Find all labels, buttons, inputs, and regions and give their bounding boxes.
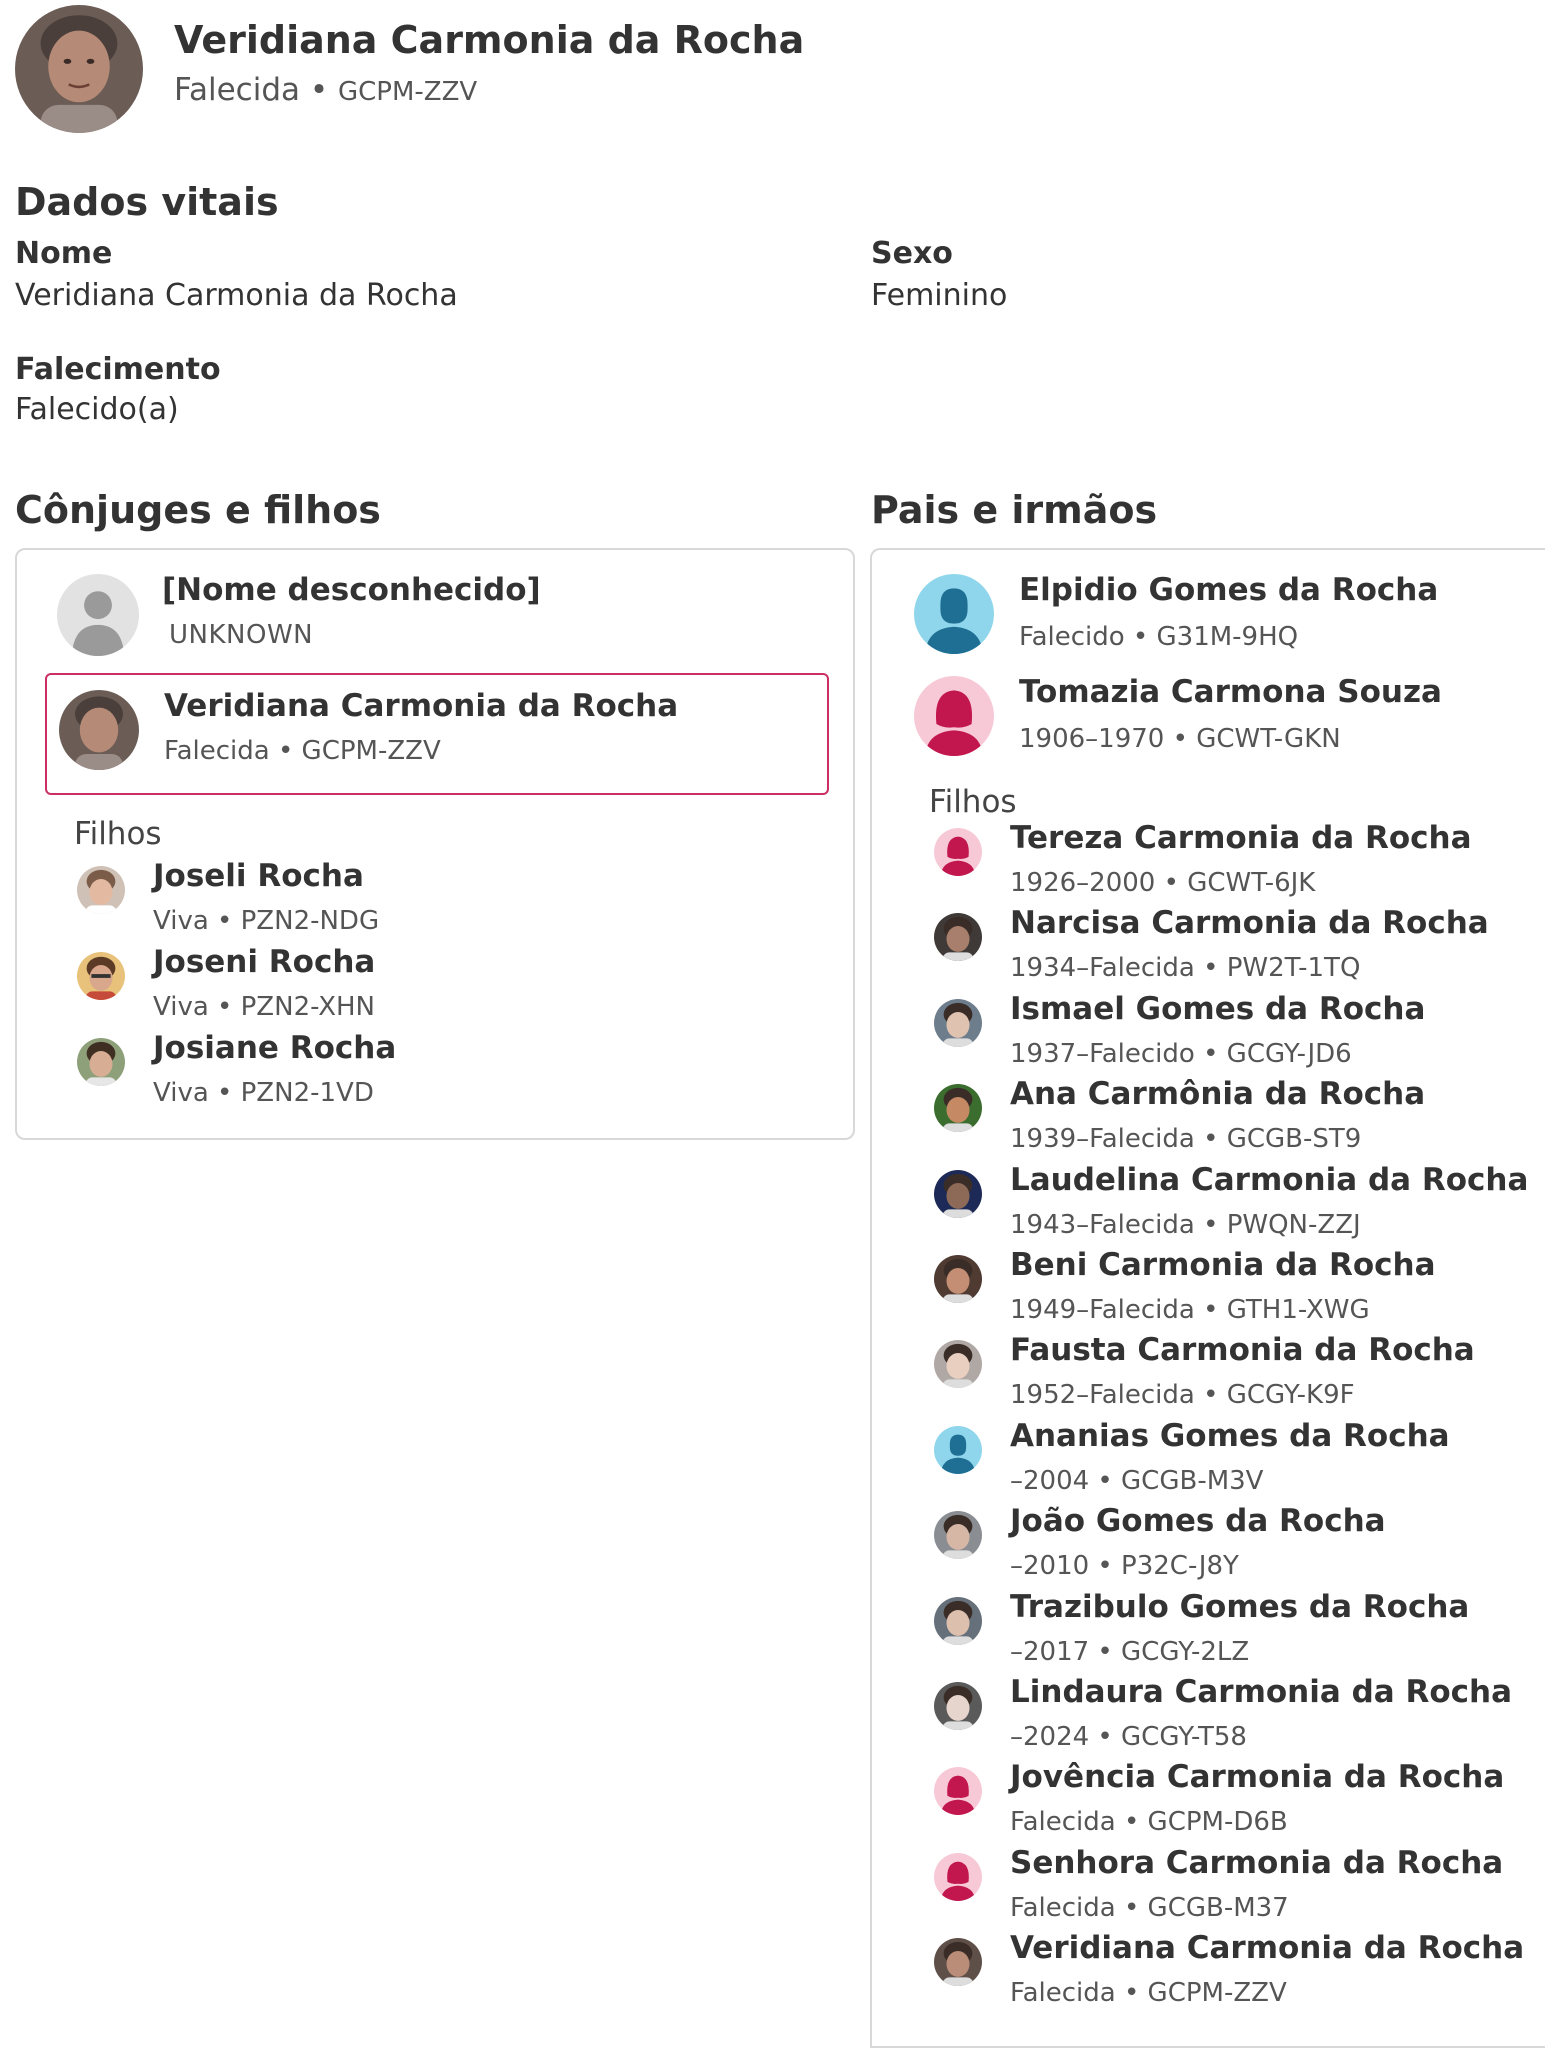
children-label: Filhos [74, 816, 162, 852]
sibling-subtitle: 1949–Falecida • GTH1-XWG [1010, 1295, 1370, 1325]
child-row[interactable] [17, 858, 853, 943]
child-name[interactable]: Joseli Rocha [153, 858, 364, 894]
sibling-subtitle: 1926–2000 • GCWT-6JK [1010, 868, 1316, 898]
sibling-subtitle: 1937–Falecido • GCGY-JD6 [1010, 1038, 1352, 1069]
sibling-subtitle: 1952–Falecida • GCGY-K9F [1010, 1380, 1355, 1411]
portrait-photo-icon [934, 913, 982, 961]
sibling-row[interactable] [872, 1503, 1545, 1588]
spouses-children-panel [15, 548, 855, 1140]
sibling-name[interactable]: Senhora Carmonia da Rocha [1010, 1844, 1504, 1881]
sibling-row[interactable] [872, 1589, 1545, 1674]
child-name[interactable]: Joseni Rocha [153, 944, 376, 980]
sibling-row[interactable] [872, 1418, 1545, 1503]
separator: • [300, 72, 338, 108]
death-label: Falecimento [15, 352, 221, 387]
mother-name[interactable]: Tomazia Carmona Souza [1019, 674, 1442, 710]
sibling-name[interactable]: Laudelina Carmonia da Rocha [1010, 1161, 1529, 1198]
sibling-row[interactable] [872, 1162, 1545, 1247]
portrait-photo-icon [15, 5, 143, 133]
child-row[interactable] [17, 944, 853, 1029]
sibling-name[interactable]: João Gomes da Rocha [1010, 1503, 1386, 1540]
child-row[interactable] [17, 1030, 853, 1115]
sibling-name[interactable]: Trazibulo Gomes da Rocha [1010, 1588, 1470, 1625]
father-name[interactable]: Elpidio Gomes da Rocha [1019, 572, 1439, 608]
name-label: Nome [15, 236, 113, 271]
portrait-photo-icon [934, 1255, 982, 1303]
portrait-photo-icon [934, 1170, 982, 1218]
portrait-photo-icon [934, 1084, 982, 1132]
sibling-name[interactable]: Jovência Carmonia da Rocha [1010, 1759, 1505, 1796]
sibling-subtitle: Falecida • GCPM-D6B [1010, 1807, 1288, 1838]
sibling-name[interactable]: Tereza Carmonia da Rocha [1010, 820, 1472, 856]
siblings-label: Filhos [929, 784, 1017, 820]
sibling-name[interactable]: Ismael Gomes da Rocha [1010, 990, 1426, 1027]
sibling-subtitle: Falecida • GCPM-ZZV [1010, 1978, 1287, 2009]
self-subtitle: Falecida • GCPM-ZZV [164, 736, 441, 766]
sibling-subtitle: 1939–Falecida • GCGB-ST9 [1010, 1124, 1362, 1155]
sibling-subtitle: –2017 • GCGY-2LZ [1010, 1636, 1250, 1667]
female-silhouette-icon[interactable] [914, 676, 994, 756]
portrait-photo-icon [934, 1682, 982, 1730]
portrait-photo-icon [77, 952, 125, 1000]
father-subtitle: Falecido • G31M-9HQ [1019, 622, 1299, 652]
sibling-row[interactable] [872, 1076, 1545, 1161]
child-subtitle: Viva • PZN2-XHN [153, 992, 376, 1022]
sibling-subtitle: Falecida • GCGB-M37 [1010, 1892, 1289, 1923]
sibling-row[interactable] [872, 905, 1545, 990]
sex-value[interactable]: Feminino [871, 278, 1008, 313]
spouses-children-title: Cônjuges e filhos [15, 488, 381, 532]
male-silhouette-icon [934, 1426, 982, 1474]
sibling-subtitle: 1943–Falecida • PWQN-ZZJ [1010, 1209, 1361, 1240]
sibling-row[interactable] [872, 1759, 1545, 1844]
sibling-subtitle: –2004 • GCGB-M3V [1010, 1465, 1264, 1496]
person-status: Falecida [174, 72, 300, 108]
portrait-photo-icon [77, 1038, 125, 1086]
female-silhouette-icon [934, 1767, 982, 1815]
unknown-person-icon[interactable] [57, 574, 139, 656]
sibling-subtitle: –2010 • P32C-J8Y [1010, 1551, 1239, 1582]
portrait-photo-icon [934, 999, 982, 1047]
portrait-photo-icon [934, 1340, 982, 1388]
child-name[interactable]: Josiane Rocha [153, 1030, 397, 1066]
sibling-name[interactable]: Narcisa Carmonia da Rocha [1010, 905, 1489, 942]
sibling-row[interactable] [872, 1247, 1545, 1332]
sibling-row[interactable] [872, 1332, 1545, 1417]
name-value[interactable]: Veridiana Carmonia da Rocha [15, 278, 458, 313]
female-silhouette-icon [934, 1853, 982, 1901]
sibling-row[interactable] [872, 820, 1545, 905]
sibling-row[interactable] [872, 1674, 1545, 1759]
spouse-subtitle: UNKNOWN [169, 620, 314, 650]
vital-data-title: Dados vitais [15, 180, 279, 224]
sibling-name[interactable]: Ananias Gomes da Rocha [1010, 1417, 1450, 1454]
child-subtitle: Viva • PZN2-NDG [153, 906, 380, 936]
sibling-subtitle: 1934–Falecida • PW2T-1TQ [1010, 953, 1361, 984]
sibling-name[interactable]: Veridiana Carmonia da Rocha [1010, 1930, 1525, 1967]
death-value[interactable]: Falecido(a) [15, 392, 179, 427]
parents-siblings-title: Pais e irmãos [871, 488, 1158, 532]
sibling-row[interactable] [872, 1930, 1545, 2015]
male-silhouette-icon[interactable] [914, 574, 994, 654]
child-subtitle: Viva • PZN2-1VD [153, 1078, 374, 1108]
portrait-photo-icon [934, 1511, 982, 1559]
parents-siblings-panel [870, 548, 1545, 2048]
sibling-row[interactable] [872, 991, 1545, 1076]
person-name: Veridiana Carmonia da Rocha [174, 18, 805, 62]
sibling-name[interactable]: Ana Carmônia da Rocha [1010, 1076, 1426, 1113]
sex-label: Sexo [871, 236, 953, 271]
sibling-name[interactable]: Lindaura Carmonia da Rocha [1010, 1674, 1513, 1710]
person-id[interactable]: GCPM-ZZV [338, 77, 478, 107]
portrait-photo-icon [77, 866, 125, 914]
portrait-photo-icon [59, 690, 139, 770]
female-silhouette-icon [934, 828, 982, 876]
profile-photo[interactable] [15, 5, 143, 133]
sibling-subtitle: –2024 • GCGY-T58 [1010, 1722, 1247, 1752]
sibling-row[interactable] [872, 1845, 1545, 1930]
mother-subtitle: 1906–1970 • GCWT-GKN [1019, 724, 1341, 754]
sibling-name[interactable]: Fausta Carmonia da Rocha [1010, 1332, 1475, 1369]
self-name: Veridiana Carmonia da Rocha [164, 688, 679, 724]
portrait-photo-icon [934, 1597, 982, 1645]
person-subtitle [174, 72, 477, 108]
portrait-photo-icon [934, 1938, 982, 1986]
spouse-name[interactable]: [Nome desconhecido] [162, 572, 541, 608]
sibling-name[interactable]: Beni Carmonia da Rocha [1010, 1247, 1436, 1283]
